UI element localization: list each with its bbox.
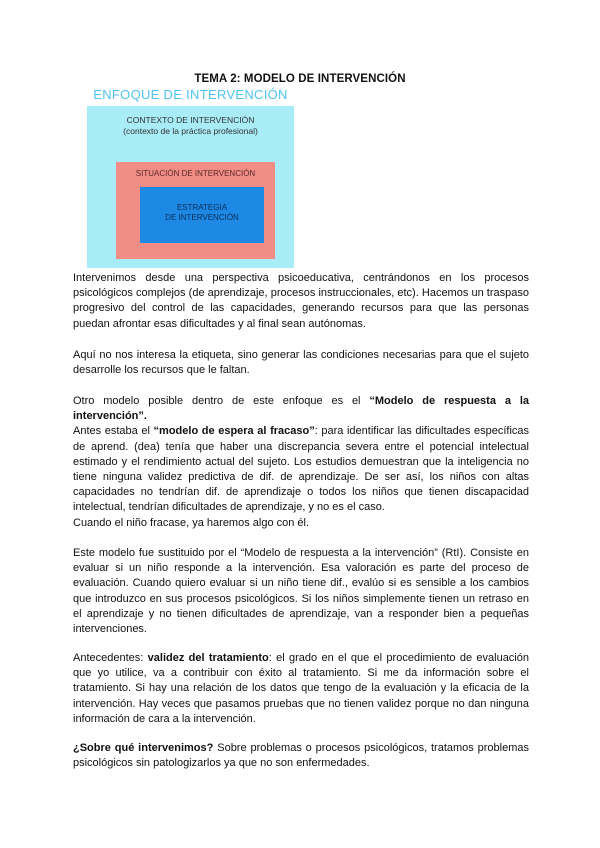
diagram-strategy-label [140,203,264,223]
models-failure-bold: “modelo de espera al fracaso” [153,425,315,438]
paragraph-label: Aquí no nos interesa la etiqueta, sino generar las condiciones necesarias para que el sujeto desarrolle los recursos que le faltan. [73,349,529,377]
models-before: Antes estaba el [73,425,154,438]
paragraph-models [73,394,529,531]
models-intro: Otro modelo posible dentro de este enfoque es el [73,395,370,407]
validity-prefix: Antecedentes: [73,652,148,664]
models-failure-end: Cuando el niño fracase, ya haremos algo con él. [73,516,310,529]
models-failure-text: : para identificar las dificultades específicas de aprend. (dea) tenía que haber una discrepancia severa entre el potencial intelectual estimado y el rendimiento actual del sujeto. Los estudios demuestran que la inteligencia no tiene ninguna validez predictiva de dif. de aprendizaje. De ser así, los niños con altas capacidades no tendrían dif. de aprendizaje o todos los niños que tienen discapacidad intelectual, tendrían dificultades de aprendizaje, y no es el caso. [73,425,530,514]
models-rti-bold: “Modelo de respuesta a la intervención”. [73,395,529,423]
validity-bold: validez del tratamiento [147,652,269,664]
what-question-bold: ¿Sobre qué intervenimos? [73,742,214,754]
diagram-strategy-label-line1: ESTRATEGIA [176,203,228,212]
diagram-strategy-box [140,187,264,243]
diagram-situation-label: SITUACIÓN DE INTERVENCIÓN [135,169,256,178]
page-title: TEMA 2: MODELO DE INTERVENCIÓN [194,73,406,85]
diagram-situation-box [116,162,275,259]
paragraph-perspective: Intervenimos desde una perspectiva psicoeducativa, centrándonos en los procesos psicológicos complejos (de aprendizaje, procesos instruccionales, etc). Hacemos un traspaso progresivo del control de las capacidades, generando recursos para que las personas puedan afrontar esas dificultades y al final sean autónomas. [73,272,529,330]
diagram-context-box [87,106,294,268]
validity-text: : el grado en el que el procedimiento de evaluación que yo utilice, va a contribuir con éxito al tratamiento. Si me da información sobre el tratamiento. Si hay una relación de los datos que tengo de la evaluación y la eficacia de la intervención. Hay veces que pasamos pruebas que no tienen validez porque no dan ninguna información de cara a la intervención. [73,652,529,725]
diagram-context-label-line2: (contexto de la práctica profesional) [123,126,258,136]
diagram-strategy-label-line2: DE INTERVENCIÓN [165,213,239,222]
intervention-diagram [87,87,294,268]
diagram-context-label [87,115,294,137]
diagram-context-label-line1: CONTEXTO DE INTERVENCIÓN [126,115,255,125]
paragraph-what [73,741,529,771]
paragraph-rti: Este modelo fue sustituido por el “Modelo de respuesta a la intervención” (RtI). Consiste en evaluar si un niño responde a la intervención. Esa valoración es parte del proceso de evaluación. Cuando quiero evaluar si un niño tiene dif., evalúo si es sensible a los cambios que introduzco en sus procesos psicológicos. Si los niños simplemente tienen un retraso en el aprendizaje y no tienen dificultades de aprendizaje, van a responder bien a pequeñas intervenciones. [73,547,529,636]
diagram-heading: ENFOQUE DE INTERVENCIÓN [93,87,288,102]
what-answer: Sobre problemas o procesos psicológicos, tratamos problemas psicológicos sin patologizarlos ya que no son enfermedades. [73,742,530,770]
paragraph-validity [73,651,529,727]
